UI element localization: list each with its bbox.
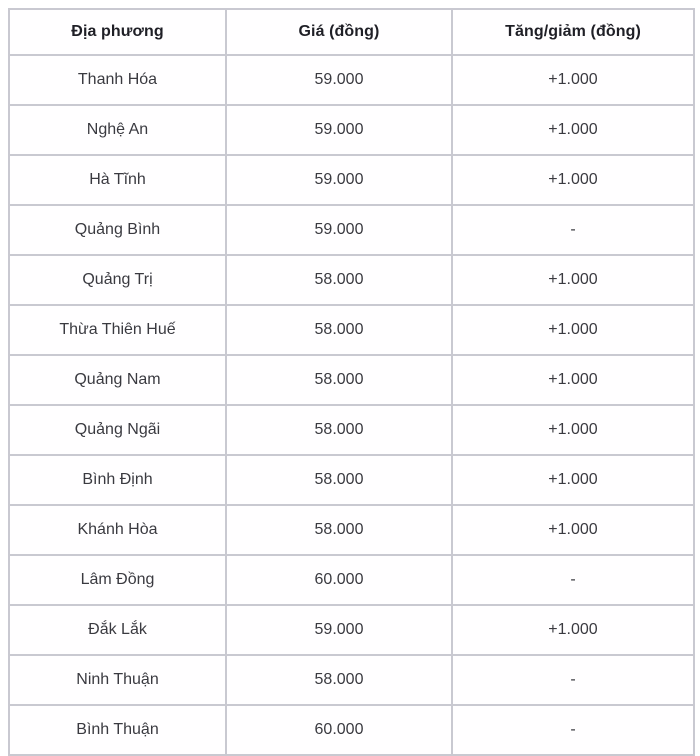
change-cell: +1.000 xyxy=(452,105,694,155)
table-header-row xyxy=(9,9,694,55)
price-cell: 59.000 xyxy=(226,105,452,155)
change-cell: +1.000 xyxy=(452,405,694,455)
location-cell: Bình Thuận xyxy=(9,705,226,755)
change-cell: +1.000 xyxy=(452,305,694,355)
price-cell: 59.000 xyxy=(226,605,452,655)
location-cell: Nghệ An xyxy=(9,105,226,155)
table-row xyxy=(9,505,694,555)
table-row xyxy=(9,455,694,505)
table-row xyxy=(9,155,694,205)
table-row xyxy=(9,405,694,455)
location-cell: Bình Định xyxy=(9,455,226,505)
table-row xyxy=(9,255,694,305)
price-cell: 60.000 xyxy=(226,555,452,605)
table-row xyxy=(9,655,694,705)
price-cell: 58.000 xyxy=(226,255,452,305)
location-cell: Quảng Ngãi xyxy=(9,405,226,455)
change-cell: +1.000 xyxy=(452,355,694,405)
location-cell: Thừa Thiên Huế xyxy=(9,305,226,355)
table-row xyxy=(9,305,694,355)
change-cell: +1.000 xyxy=(452,605,694,655)
location-cell: Đắk Lắk xyxy=(9,605,226,655)
change-cell: - xyxy=(452,705,694,755)
location-cell: Quảng Trị xyxy=(9,255,226,305)
column-header-change: Tăng/giảm (đồng) xyxy=(452,9,694,55)
price-cell: 58.000 xyxy=(226,355,452,405)
change-cell: - xyxy=(452,655,694,705)
location-cell: Quảng Bình xyxy=(9,205,226,255)
location-cell: Thanh Hóa xyxy=(9,55,226,105)
location-cell: Quảng Nam xyxy=(9,355,226,405)
table-row xyxy=(9,705,694,755)
price-cell: 59.000 xyxy=(226,155,452,205)
change-cell: - xyxy=(452,555,694,605)
table-row xyxy=(9,55,694,105)
change-cell: +1.000 xyxy=(452,155,694,205)
location-cell: Khánh Hòa xyxy=(9,505,226,555)
column-header-location: Địa phương xyxy=(9,9,226,55)
price-cell: 58.000 xyxy=(226,505,452,555)
location-cell: Hà Tĩnh xyxy=(9,155,226,205)
price-cell: 59.000 xyxy=(226,55,452,105)
location-cell: Ninh Thuận xyxy=(9,655,226,705)
table-row xyxy=(9,555,694,605)
change-cell: - xyxy=(452,205,694,255)
change-cell: +1.000 xyxy=(452,255,694,305)
price-cell: 58.000 xyxy=(226,405,452,455)
price-cell: 59.000 xyxy=(226,205,452,255)
table-row xyxy=(9,105,694,155)
table-row xyxy=(9,205,694,255)
price-cell: 60.000 xyxy=(226,705,452,755)
change-cell: +1.000 xyxy=(452,505,694,555)
price-cell: 58.000 xyxy=(226,455,452,505)
change-cell: +1.000 xyxy=(452,55,694,105)
column-header-price: Giá (đồng) xyxy=(226,9,452,55)
location-cell: Lâm Đồng xyxy=(9,555,226,605)
table-body xyxy=(9,55,694,755)
change-cell: +1.000 xyxy=(452,455,694,505)
price-table xyxy=(8,8,695,756)
table-row xyxy=(9,355,694,405)
price-cell: 58.000 xyxy=(226,305,452,355)
table-row xyxy=(9,605,694,655)
price-cell: 58.000 xyxy=(226,655,452,705)
